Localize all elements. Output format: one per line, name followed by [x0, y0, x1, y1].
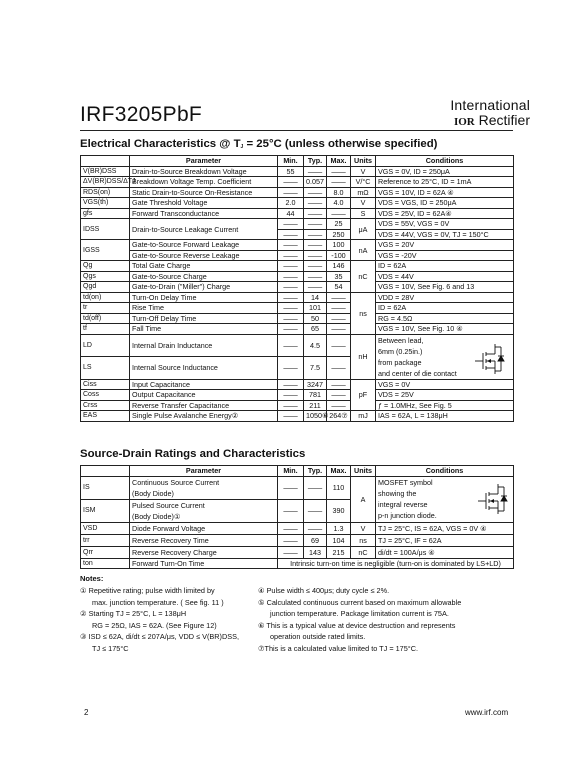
- note-line: TJ ≤ 175°C: [92, 643, 129, 653]
- typ-cell: 7.5: [304, 357, 327, 380]
- notes: [80, 573, 520, 653]
- typ-cell: ——: [304, 476, 327, 499]
- parameter-line: Reverse Recovery Time: [132, 535, 209, 545]
- symbol-cell: ΔV(BR)DSS/ΔTJ: [81, 177, 130, 188]
- symbol-cell: Qgd: [81, 282, 130, 293]
- table-row: [81, 166, 514, 177]
- max-cell: 25: [327, 219, 351, 230]
- unit-cell: A: [351, 476, 376, 522]
- unit-cell: nH: [351, 334, 376, 379]
- max-cell: 390: [327, 499, 351, 522]
- max-cell: 215: [327, 546, 351, 558]
- typ-cell: ——: [304, 208, 327, 219]
- typ-cell: 50: [304, 313, 327, 324]
- parameter-cell: Breakdown Voltage Temp. Coefficient: [130, 177, 278, 188]
- unit-cell: pF: [351, 379, 376, 411]
- table-row: [81, 546, 514, 558]
- condition-line: Between lead,: [378, 335, 424, 345]
- table-row: [81, 390, 514, 401]
- table-row: [81, 334, 514, 357]
- min-cell: ——: [278, 390, 304, 401]
- max-cell: 1.3: [327, 522, 351, 534]
- note-line: ⑦This is a calculated value limited to TJ = 175°C.: [258, 643, 418, 653]
- parameter-cell: [130, 534, 278, 546]
- parameter-cell: Forward Turn-On Time: [130, 558, 278, 569]
- condition-line: showing the: [378, 488, 417, 498]
- parameter-cell: Gate-to-Source Charge: [130, 271, 278, 282]
- condition-cell: ƒ = 1.0MHz, See Fig. 5: [376, 400, 514, 411]
- table-row: [81, 250, 514, 261]
- symbol-cell: IGSS: [81, 240, 130, 261]
- condition-cell: VGS = 10V, See Fig. 10 ④: [376, 324, 514, 335]
- column-header: Min.: [278, 156, 304, 167]
- symbol-cell: Coss: [81, 390, 130, 401]
- column-header: Parameter: [130, 466, 278, 477]
- condition-line: MOSFET symbol: [378, 477, 433, 487]
- parameter-cell: Forward Transconductance: [130, 208, 278, 219]
- condition-cell: VDS = 25V, ID = 62A④: [376, 208, 514, 219]
- max-cell: -100: [327, 250, 351, 261]
- column-header: [81, 156, 130, 167]
- min-cell: 2.0: [278, 198, 304, 209]
- symbol-cell: LS: [81, 357, 130, 380]
- max-cell: 110: [327, 476, 351, 499]
- table-row: [81, 411, 514, 422]
- note-line: operation outside rated limits.: [270, 632, 366, 642]
- typ-cell: 0.057: [304, 177, 327, 188]
- parameter-line: (Body Diode): [132, 488, 174, 498]
- typ-cell: ——: [304, 198, 327, 209]
- condition-cell: VDS = 25V: [376, 390, 514, 401]
- min-cell: 55: [278, 166, 304, 177]
- parameter-cell: Static Drain-to-Source On-Resistance: [130, 187, 278, 198]
- min-cell: ——: [278, 271, 304, 282]
- note-line: ① Repetitive rating; pulse width limited by: [80, 586, 215, 595]
- symbol-cell: td(off): [81, 313, 130, 324]
- max-cell: 35: [327, 271, 351, 282]
- typ-cell: ——: [304, 522, 327, 534]
- symbol-cell: Qg: [81, 261, 130, 272]
- condition-cell: VDS = 44V: [376, 271, 514, 282]
- unit-cell: μA: [351, 219, 376, 240]
- max-cell: 4.0: [327, 198, 351, 209]
- min-cell: ——: [278, 522, 304, 534]
- symbol-cell: EAS: [81, 411, 130, 422]
- min-cell: ——: [278, 334, 304, 357]
- unit-cell: mΩ: [351, 187, 376, 198]
- symbol-cell: ISM: [81, 499, 130, 522]
- symbol-cell: V(BR)DSS: [81, 166, 130, 177]
- min-cell: ——: [278, 261, 304, 272]
- symbol-cell: trr: [81, 534, 130, 546]
- condition-cell: TJ = 25°C, IF = 62A: [376, 534, 514, 546]
- notes-left-column: [80, 585, 260, 655]
- max-cell: ——: [327, 400, 351, 411]
- parameter-line: Pulsed Source Current: [132, 500, 205, 510]
- table-row: [81, 558, 514, 569]
- max-cell: ——: [327, 334, 351, 357]
- condition-line: from package: [378, 357, 422, 367]
- unit-cell: V: [351, 166, 376, 177]
- symbol-cell: LD: [81, 334, 130, 357]
- table-row: [81, 271, 514, 282]
- parameter-cell: Turn-Off Delay Time: [130, 313, 278, 324]
- column-header: Min.: [278, 466, 304, 477]
- min-cell: ——: [278, 250, 304, 261]
- parameter-cell: Drain-to-Source Leakage Current: [130, 219, 278, 240]
- symbol-cell: Crss: [81, 400, 130, 411]
- column-header: Typ.: [304, 156, 327, 167]
- symbol-cell: Qrr: [81, 546, 130, 558]
- table-row: [81, 261, 514, 272]
- notes-title: Notes:: [80, 574, 104, 583]
- max-cell: 104: [327, 534, 351, 546]
- max-cell: 264⑦: [327, 411, 351, 422]
- electrical-characteristics-table: [80, 155, 514, 422]
- min-cell: ——: [278, 177, 304, 188]
- min-cell: ——: [278, 357, 304, 380]
- source-drain-table: [80, 465, 514, 569]
- symbol-cell: IS: [81, 476, 130, 499]
- typ-cell: ——: [304, 187, 327, 198]
- parameter-cell: [130, 499, 278, 522]
- condition-cell: VGS = 20V: [376, 240, 514, 251]
- column-header: Parameter: [130, 156, 278, 167]
- typ-cell: ——: [304, 229, 327, 240]
- parameter-cell: Turn-On Delay Time: [130, 292, 278, 303]
- logo-line2: IOR Rectifier: [453, 112, 530, 128]
- symbol-cell: tr: [81, 303, 130, 314]
- typ-cell: 211: [304, 400, 327, 411]
- max-cell: ——: [327, 177, 351, 188]
- table-row: [81, 240, 514, 251]
- unit-cell: V: [351, 198, 376, 209]
- condition-cell: VGS = 10V, See Fig. 6 and 13: [376, 282, 514, 293]
- parameter-cell: Rise Time: [130, 303, 278, 314]
- condition-cell: VGS = -20V: [376, 250, 514, 261]
- condition-cell: [376, 334, 514, 379]
- table-row: [81, 522, 514, 534]
- typ-cell: 781: [304, 390, 327, 401]
- parameter-line: Diode Forward Voltage: [132, 523, 206, 533]
- unit-cell: nC: [351, 546, 376, 558]
- table-row: [81, 313, 514, 324]
- min-cell: ——: [278, 499, 304, 522]
- parameter-cell: Gate-to-Source Reverse Leakage: [130, 250, 278, 261]
- min-cell: ——: [278, 324, 304, 335]
- typ-cell: ——: [304, 219, 327, 230]
- condition-line: integral reverse: [378, 499, 428, 509]
- min-cell: ——: [278, 219, 304, 230]
- table-row: [81, 187, 514, 198]
- column-header: Units: [351, 466, 376, 477]
- mosfet-symbol-icon: [471, 341, 507, 377]
- table-row: [81, 303, 514, 314]
- parameter-cell: Reverse Transfer Capacitance: [130, 400, 278, 411]
- symbol-cell: VSD: [81, 522, 130, 534]
- parameter-cell: Input Capacitance: [130, 379, 278, 390]
- min-cell: ——: [278, 313, 304, 324]
- unit-cell: ns: [351, 534, 376, 546]
- column-header: Typ.: [304, 466, 327, 477]
- column-header: Max.: [327, 466, 351, 477]
- parameter-cell: Internal Drain Inductance: [130, 334, 278, 357]
- max-cell: ——: [327, 379, 351, 390]
- parameter-cell: Gate-to-Source Forward Leakage: [130, 240, 278, 251]
- condition-cell: IAS = 62A, L = 138μH: [376, 411, 514, 422]
- typ-cell: ——: [304, 166, 327, 177]
- max-cell: 250: [327, 229, 351, 240]
- min-cell: ——: [278, 292, 304, 303]
- unit-cell: V/°C: [351, 177, 376, 188]
- symbol-cell: Ciss: [81, 379, 130, 390]
- typ-cell: ——: [304, 250, 327, 261]
- max-cell: ——: [327, 313, 351, 324]
- table-row: [81, 208, 514, 219]
- table-row: [81, 198, 514, 209]
- max-cell: ——: [327, 390, 351, 401]
- source-drain-section-title: Source-Drain Ratings and Characteristics: [80, 448, 306, 460]
- symbol-cell: gfs: [81, 208, 130, 219]
- parameter-cell: [130, 546, 278, 558]
- condition-cell: RG = 4.5Ω: [376, 313, 514, 324]
- unit-cell: V: [351, 522, 376, 534]
- unit-cell: ns: [351, 292, 376, 334]
- max-cell: ——: [327, 303, 351, 314]
- table-row: [81, 400, 514, 411]
- condition-line: and center of die contact: [378, 368, 457, 378]
- symbol-cell: Qgs: [81, 271, 130, 282]
- note-line: ③ ISD ≤ 62A, di/dt ≤ 207A/μs, VDD ≤ V(BR)DSS,: [80, 632, 240, 642]
- parameter-cell: Total Gate Charge: [130, 261, 278, 272]
- min-cell: ——: [278, 534, 304, 546]
- column-header: Max.: [327, 156, 351, 167]
- parameter-cell: Internal Source Inductance: [130, 357, 278, 380]
- condition-cell: TJ = 25°C, IS = 62A, VGS = 0V ④: [376, 522, 514, 534]
- condition-cell: Reference to 25°C, ID = 1mA: [376, 177, 514, 188]
- min-cell: ——: [278, 282, 304, 293]
- typ-cell: ——: [304, 282, 327, 293]
- unit-cell: nA: [351, 240, 376, 261]
- table-row: [81, 379, 514, 390]
- condition-line: p-n junction diode.: [378, 510, 437, 520]
- min-cell: ——: [278, 476, 304, 499]
- typ-cell: 65: [304, 324, 327, 335]
- table-row: [81, 282, 514, 293]
- condition-cell: ID = 62A: [376, 261, 514, 272]
- condition-cell: Intrinsic turn-on time is negligible (turn-on is dominated by LS+LD): [278, 558, 514, 569]
- note-line: RG = 25Ω, IAS = 62A. (See Figure 12): [92, 620, 217, 630]
- symbol-cell: tf: [81, 324, 130, 335]
- parameter-line: (Body Diode)①: [132, 511, 181, 521]
- parameter-cell: Gate-to-Drain ("Miller") Charge: [130, 282, 278, 293]
- typ-cell: 1050⑥: [304, 411, 327, 422]
- condition-cell: di/dt = 100A/μs ④: [376, 546, 514, 558]
- parameter-cell: [130, 522, 278, 534]
- typ-cell: ——: [304, 240, 327, 251]
- parameter-cell: Fall Time: [130, 324, 278, 335]
- header-rule: [80, 130, 513, 131]
- typ-cell: 101: [304, 303, 327, 314]
- min-cell: ——: [278, 546, 304, 558]
- note-line: junction temperature. Package limitation current is 75A.: [270, 609, 449, 619]
- column-header: [81, 466, 130, 477]
- min-cell: ——: [278, 379, 304, 390]
- electrical-section-title: Electrical Characteristics @ $T_J = 25^\circ C$ (unless otherwise specified): [80, 138, 438, 150]
- symbol-cell: ton: [81, 558, 130, 569]
- parameter-line: Continuous Source Current: [132, 477, 220, 487]
- max-cell: 8.0: [327, 187, 351, 198]
- condition-cell: VGS = 10V, ID = 62A ④: [376, 187, 514, 198]
- unit-cell: S: [351, 208, 376, 219]
- max-cell: ——: [327, 357, 351, 380]
- typ-cell: 69: [304, 534, 327, 546]
- table-row: [81, 177, 514, 188]
- column-header: Conditions: [376, 466, 514, 477]
- symbol-cell: td(on): [81, 292, 130, 303]
- website-url: www.irf.com: [465, 708, 509, 717]
- note-line: ④ Pulse width ≤ 400μs; duty cycle ≤ 2%.: [258, 586, 390, 595]
- symbol-cell: VGS(th): [81, 198, 130, 209]
- parameter-cell: Gate Threshold Voltage: [130, 198, 278, 209]
- typ-cell: 14: [304, 292, 327, 303]
- max-cell: ——: [327, 208, 351, 219]
- parameter-cell: Output Capacitance: [130, 390, 278, 401]
- typ-cell: ——: [304, 499, 327, 522]
- typ-cell: ——: [304, 271, 327, 282]
- condition-cell: VDS = 55V, VGS = 0V: [376, 219, 514, 230]
- condition-cell: [376, 476, 514, 522]
- condition-line: 6mm (0.25in.): [378, 346, 423, 356]
- note-line: max. junction temperature. ( See fig. 11 ): [92, 597, 224, 607]
- parameter-cell: Drain-to-Source Breakdown Voltage: [130, 166, 278, 177]
- condition-cell: VGS = 0V: [376, 379, 514, 390]
- logo-line1: International: [450, 97, 530, 113]
- typ-cell: 4.5: [304, 334, 327, 357]
- mosfet-diode-symbol-icon: [474, 481, 510, 517]
- max-cell: 146: [327, 261, 351, 272]
- typ-cell: 3247: [304, 379, 327, 390]
- typ-cell: ——: [304, 261, 327, 272]
- max-cell: 100: [327, 240, 351, 251]
- min-cell: ——: [278, 240, 304, 251]
- min-cell: 44: [278, 208, 304, 219]
- condition-cell: ID = 62A: [376, 303, 514, 314]
- unit-cell: mJ: [351, 411, 376, 422]
- condition-cell: VDD = 28V: [376, 292, 514, 303]
- min-cell: ——: [278, 229, 304, 240]
- parameter-line: Reverse Recovery Charge: [132, 547, 217, 557]
- note-line: ② Starting TJ = 25°C, L = 138μH: [80, 609, 187, 619]
- table-row: [81, 219, 514, 230]
- min-cell: ——: [278, 411, 304, 422]
- company-logo: [440, 98, 530, 130]
- table-row: [81, 292, 514, 303]
- condition-cell: VDS = VGS, ID = 250μA: [376, 198, 514, 209]
- table-row: [81, 534, 514, 546]
- note-line: ⑤ Calculated continuous current based on maximum allowable: [258, 597, 462, 607]
- unit-cell: nC: [351, 261, 376, 293]
- min-cell: ——: [278, 303, 304, 314]
- max-cell: ——: [327, 292, 351, 303]
- notes-right-column: [258, 585, 523, 655]
- part-number: IRF3205PbF: [80, 103, 203, 126]
- condition-cell: VDS = 44V, VGS = 0V, TJ = 150°C: [376, 229, 514, 240]
- page-number: 2: [84, 708, 89, 717]
- min-cell: ——: [278, 187, 304, 198]
- typ-cell: 143: [304, 546, 327, 558]
- table-row: [81, 476, 514, 499]
- symbol-cell: IDSS: [81, 219, 130, 240]
- column-header: Conditions: [376, 156, 514, 167]
- parameter-cell: Single Pulse Avalanche Energy②: [130, 411, 278, 422]
- table-row: [81, 324, 514, 335]
- min-cell: ——: [278, 400, 304, 411]
- column-header: Units: [351, 156, 376, 167]
- note-line: ⑥ This is a typical value at device destruction and represents: [258, 620, 456, 630]
- max-cell: ——: [327, 166, 351, 177]
- max-cell: ——: [327, 324, 351, 335]
- condition-cell: VGS = 0V, ID = 250μA: [376, 166, 514, 177]
- max-cell: 54: [327, 282, 351, 293]
- symbol-cell: RDS(on): [81, 187, 130, 198]
- parameter-cell: [130, 476, 278, 499]
